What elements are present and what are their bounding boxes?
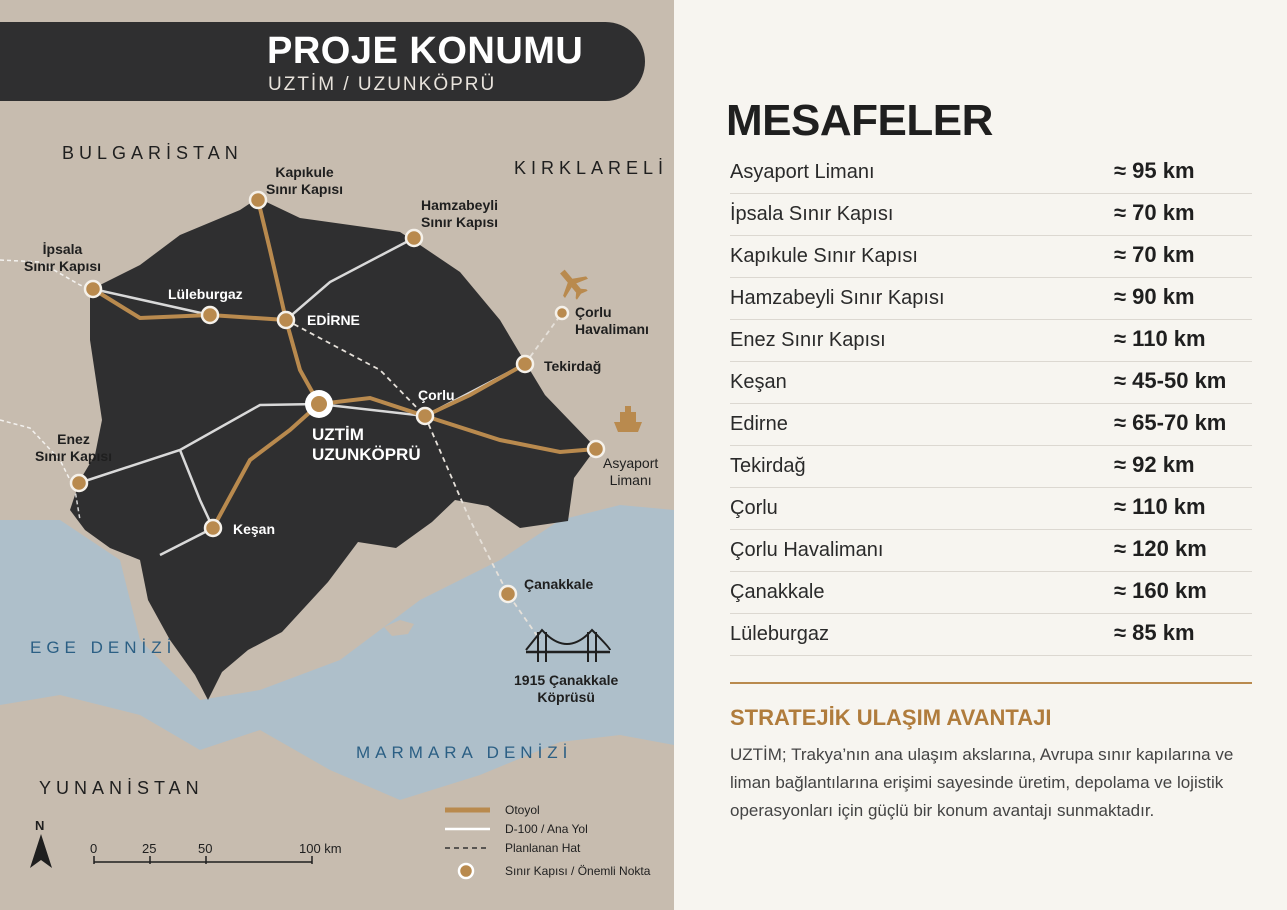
table-row bbox=[730, 278, 1252, 320]
sea-marmara: MARMARA DENİZİ bbox=[356, 743, 573, 762]
label-enez: Enez Sınır Kapısı bbox=[35, 431, 113, 464]
region-greece: YUNANİSTAN bbox=[39, 778, 204, 798]
label-kesan: Keşan bbox=[233, 521, 276, 537]
distance-value: ≈ 70 km bbox=[1114, 242, 1195, 267]
scale-label-0: 0 bbox=[90, 841, 98, 856]
table-row bbox=[730, 614, 1252, 656]
point-corlu bbox=[417, 408, 433, 424]
table-row bbox=[730, 572, 1252, 614]
table-row bbox=[730, 404, 1252, 446]
scale-label-100: 100 km bbox=[299, 841, 342, 856]
distance-value: ≈ 160 km bbox=[1114, 578, 1207, 603]
table-row bbox=[730, 530, 1252, 572]
label-uztim: UZTİM UZUNKÖPRÜ bbox=[312, 425, 421, 464]
label-asyaport: Asyaport Limanı bbox=[603, 455, 659, 488]
distance-name: Çorlu Havalimanı bbox=[730, 539, 884, 561]
north-label: N bbox=[35, 818, 45, 833]
legend-point: Sınır Kapısı / Önemli Nokta bbox=[505, 864, 651, 878]
region-bulgaria: BULGARİSTAN bbox=[62, 143, 243, 163]
label-canakkale: Çanakkale bbox=[524, 576, 594, 592]
point-ipsala bbox=[85, 281, 101, 297]
point-canakkale bbox=[500, 586, 516, 602]
distance-value: ≈ 110 km bbox=[1114, 326, 1206, 351]
label-hamzabeyli: Hamzabeyli Sınır Kapısı bbox=[421, 197, 499, 230]
distance-name: Lüleburgaz bbox=[730, 623, 829, 645]
distance-name: İpsala Sınır Kapısı bbox=[730, 203, 894, 225]
map-title: PROJE KONUMU bbox=[267, 30, 584, 72]
distance-name: Edirne bbox=[730, 413, 788, 435]
section-divider bbox=[730, 682, 1252, 684]
advantage-text: UZTİM; Trakya’nın ana ulaşım akslarına, Avrupa sınır kapılarına ve liman bağlantılarına erişimi sayesinde üretim, depolama ve lojistik operasyonları için güçlü bir konum avantajı sunmaktadır. bbox=[730, 745, 1234, 820]
distance-value: ≈ 90 km bbox=[1114, 284, 1195, 309]
distance-name: Çorlu bbox=[730, 497, 778, 519]
point-hamzabeyli bbox=[406, 230, 422, 246]
distance-value: ≈ 92 km bbox=[1114, 452, 1195, 477]
table-row bbox=[730, 194, 1252, 236]
label-kapikule: Kapıkule Sınır Kapısı bbox=[266, 164, 344, 197]
point-asyaport bbox=[588, 441, 604, 457]
distance-value: ≈ 85 km bbox=[1114, 620, 1195, 645]
point-luleburgaz bbox=[202, 307, 218, 323]
label-tekirdag: Tekirdağ bbox=[544, 358, 602, 374]
distance-value: ≈ 95 km bbox=[1114, 158, 1195, 183]
distance-name: Çanakkale bbox=[730, 581, 825, 603]
airplane-icon bbox=[551, 262, 594, 305]
legend-swatches bbox=[445, 810, 490, 878]
legend-swatch-point bbox=[459, 864, 473, 878]
legend-planned: Planlanan Hat bbox=[505, 841, 581, 855]
label-corlu: Çorlu bbox=[418, 387, 455, 403]
distance-value: ≈ 70 km bbox=[1114, 200, 1195, 225]
distances-title: MESAFELER bbox=[726, 96, 993, 145]
label-bridge: 1915 Çanakkale Köprüsü bbox=[514, 672, 619, 705]
distance-name: Asyaport Limanı bbox=[730, 161, 875, 183]
advantage-title: STRATEJİK ULAŞIM AVANTAJI bbox=[730, 705, 1052, 730]
point-edirne bbox=[278, 312, 294, 328]
label-ipsala: İpsala Sınır Kapısı bbox=[24, 241, 102, 274]
distance-value: ≈ 120 km bbox=[1114, 536, 1207, 561]
table-row bbox=[730, 488, 1252, 530]
region-kirklareli: KIRKLARELİ bbox=[514, 158, 669, 178]
point-corlu-airport bbox=[556, 307, 568, 319]
distance-value: ≈ 110 km bbox=[1114, 494, 1206, 519]
distance-name: Keşan bbox=[730, 371, 787, 393]
planned-line-3 bbox=[525, 313, 562, 364]
label-edirne: EDİRNE bbox=[307, 312, 360, 328]
ship-icon bbox=[614, 406, 642, 432]
map-subtitle: UZTİM / UZUNKÖPRÜ bbox=[268, 74, 497, 95]
table-row bbox=[730, 236, 1252, 278]
legend-highway: Otoyol bbox=[505, 803, 540, 817]
info-panel bbox=[674, 0, 1287, 910]
point-tekirdag bbox=[517, 356, 533, 372]
table-row bbox=[730, 446, 1252, 488]
distance-name: Enez Sınır Kapısı bbox=[730, 329, 886, 351]
scale-label-50: 50 bbox=[198, 841, 213, 856]
legend-d100: D-100 / Ana Yol bbox=[505, 822, 588, 836]
scale-label-25: 25 bbox=[142, 841, 157, 856]
distance-name: Tekirdağ bbox=[730, 455, 806, 477]
table-row bbox=[730, 320, 1252, 362]
distance-value: ≈ 65-70 km bbox=[1114, 410, 1227, 435]
north-arrow-icon bbox=[30, 834, 52, 868]
table-row bbox=[730, 362, 1252, 404]
distance-table bbox=[730, 152, 1252, 656]
sea-aegean: EGE DENİZİ bbox=[30, 638, 177, 657]
scale-bar bbox=[94, 856, 312, 864]
distance-value: ≈ 45-50 km bbox=[1114, 368, 1227, 393]
label-corlu-airport: Çorlu Havalimanı bbox=[575, 304, 649, 337]
label-luleburgaz: Lüleburgaz bbox=[168, 286, 243, 302]
distance-name: Kapıkule Sınır Kapısı bbox=[730, 245, 918, 267]
distance-name: Hamzabeyli Sınır Kapısı bbox=[730, 287, 945, 309]
point-kapikule bbox=[250, 192, 266, 208]
table-row bbox=[730, 152, 1252, 194]
point-enez bbox=[71, 475, 87, 491]
point-uztim bbox=[305, 390, 333, 418]
point-kesan bbox=[205, 520, 221, 536]
